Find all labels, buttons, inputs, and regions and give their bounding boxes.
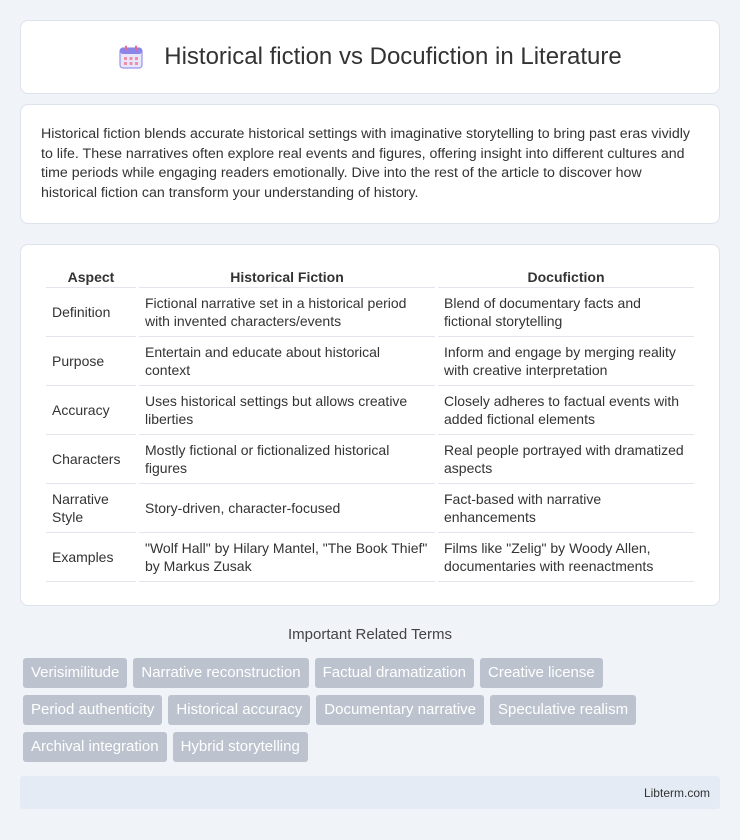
table-header-row: [46, 265, 694, 288]
row-historical-fiction: Fictional narrative set in a historical period with invented characters/events: [139, 288, 435, 337]
tag-speculative-realism[interactable]: Speculative realism: [490, 695, 636, 725]
row-aspect: Examples: [46, 533, 136, 582]
row-historical-fiction: Story-driven, character-focused: [139, 484, 435, 533]
page-title: Historical fiction vs Docufiction in Literature: [164, 43, 622, 70]
row-historical-fiction: Entertain and educate about historical context: [139, 337, 435, 386]
header-aspect: Aspect: [46, 265, 136, 288]
row-historical-fiction: Mostly fictional or fictionalized historical figures: [139, 435, 435, 484]
row-historical-fiction: "Wolf Hall" by Hilary Mantel, "The Book Thief" by Markus Zusak: [139, 533, 435, 582]
footer: [20, 776, 720, 809]
table-row: [46, 435, 694, 484]
row-docufiction: Inform and engage by merging reality with creative interpretation: [438, 337, 694, 386]
row-docufiction: Closely adheres to factual events with added fictional elements: [438, 386, 694, 435]
row-docufiction: Fact-based with narrative enhancements: [438, 484, 694, 533]
tag-period-authenticity[interactable]: Period authenticity: [23, 695, 162, 725]
related-terms-list: [23, 658, 703, 769]
row-docufiction: Films like "Zelig" by Woody Allen, documentaries with reenactments: [438, 533, 694, 582]
row-docufiction: Real people portrayed with dramatized aspects: [438, 435, 694, 484]
row-historical-fiction: Uses historical settings but allows creative liberties: [139, 386, 435, 435]
row-aspect: Purpose: [46, 337, 136, 386]
tag-archival-integration[interactable]: Archival integration: [23, 732, 167, 762]
table-row: [46, 337, 694, 386]
table-row: [46, 288, 694, 337]
header-card: [20, 20, 720, 94]
tag-verisimilitude[interactable]: Verisimilitude: [23, 658, 127, 688]
comparison-table: [43, 265, 697, 582]
header-historical-fiction: Historical Fiction: [139, 265, 435, 288]
table-row: [46, 484, 694, 533]
tag-factual-dramatization[interactable]: Factual dramatization: [315, 658, 474, 688]
row-aspect: Characters: [46, 435, 136, 484]
related-terms-title: Important Related Terms: [288, 626, 452, 643]
row-aspect: Narrative Style: [46, 484, 136, 533]
tag-creative-license[interactable]: Creative license: [480, 658, 603, 688]
footer-site-link[interactable]: Libterm.com: [643, 786, 710, 800]
comparison-card: [20, 244, 720, 606]
tag-hybrid-storytelling[interactable]: Hybrid storytelling: [173, 732, 308, 762]
row-aspect: Definition: [46, 288, 136, 337]
header-docufiction: Docufiction: [438, 265, 694, 288]
row-aspect: Accuracy: [46, 386, 136, 435]
intro-text: Historical fiction blends accurate historical settings with imaginative storytelling to bring past eras vividly to life. These narratives often explore real events and figures, offering insight into different cultures and time periods while engaging readers emotionally. Dive into the rest of the article to discover how historical fiction can transform your understanding of history.: [41, 126, 690, 201]
table-row: [46, 533, 694, 582]
tag-documentary-narrative[interactable]: Documentary narrative: [316, 695, 484, 725]
calendar-icon: [118, 44, 144, 70]
table-row: [46, 386, 694, 435]
intro-card: [20, 104, 720, 224]
tag-historical-accuracy[interactable]: Historical accuracy: [168, 695, 310, 725]
row-docufiction: Blend of documentary facts and fictional storytelling: [438, 288, 694, 337]
tag-narrative-reconstruction[interactable]: Narrative reconstruction: [133, 658, 308, 688]
